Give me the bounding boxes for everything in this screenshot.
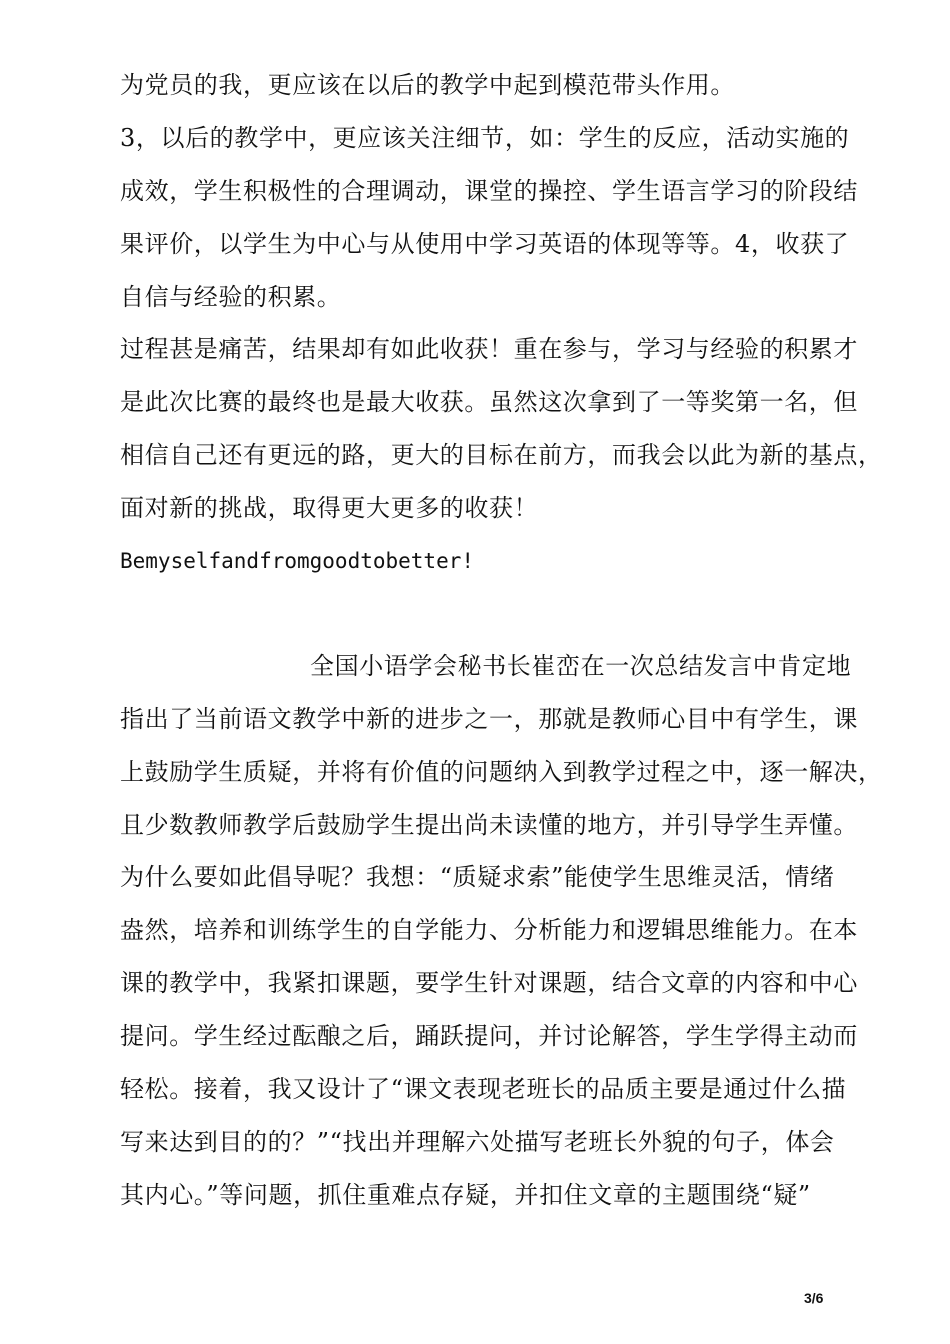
- text-line: 写来达到目的的？”“找出并理解六处描写老班长外貌的句子，体会: [120, 1128, 835, 1156]
- text-line: 面对新的挑战，取得更大更多的收获！: [120, 494, 539, 522]
- text-line: 指出了当前语文教学中新的进步之一，那就是教师心目中有学生，课: [120, 705, 858, 733]
- text-line: 为党员的我，更应该在以后的教学中起到模范带头作用。: [120, 71, 735, 99]
- text-line: 过程甚是痛苦，结果却有如此收获！重在参与，学习与经验的积累才: [120, 335, 858, 363]
- text-line: 自信与经验的积累。: [120, 283, 342, 311]
- text-line: 3，以后的教学中，更应该关注细节，如：学生的反应，活动实施的: [120, 124, 850, 152]
- text-line: 且少数教师教学后鼓励学生提出尚未读懂的地方，并引导学生弄懂。: [120, 811, 858, 839]
- text-line: 为什么要如此倡导呢？我想：“质疑求索”能使学生思维灵活，情绪: [120, 863, 835, 891]
- text-line: 课的教学中，我紧扣课题，要学生针对课题，结合文章的内容和中心: [120, 969, 858, 997]
- text-line: 其内心。”等问题，抓住重难点存疑，并扣住文章的主题围绕“疑”: [120, 1181, 811, 1209]
- english-line: Bemyselfandfromgoodtobetter!: [120, 549, 475, 573]
- text-line: 是此次比赛的最终也是最大收获。虽然这次拿到了一等奖第一名，但: [120, 388, 858, 416]
- text-line: 盎然，培养和训练学生的自学能力、分析能力和逻辑思维能力。在本: [120, 916, 858, 944]
- text-line: 轻松。接着，我又设计了“课文表现老班长的品质主要是通过什么描: [120, 1075, 847, 1103]
- text-line: 果评价，以学生为中心与从使用中学习英语的体现等等。4，收获了: [120, 230, 850, 258]
- text-line: 相信自己还有更远的路，更大的目标在前方，而我会以此为新的基点，: [120, 441, 883, 469]
- text-line: 提问。学生经过酝酿之后，踊跃提问，并讨论解答，学生学得主动而: [120, 1022, 858, 1050]
- text-line: 成效，学生积极性的合理调动，课堂的操控、学生语言学习的阶段结: [120, 177, 858, 205]
- page-number: 3/6: [804, 1290, 824, 1306]
- text-line: 全国小语学会秘书长崔峦在一次总结发言中肯定地: [310, 652, 852, 680]
- text-line: 上鼓励学生质疑，并将有价值的问题纳入到教学过程之中，逐一解决，: [120, 758, 883, 786]
